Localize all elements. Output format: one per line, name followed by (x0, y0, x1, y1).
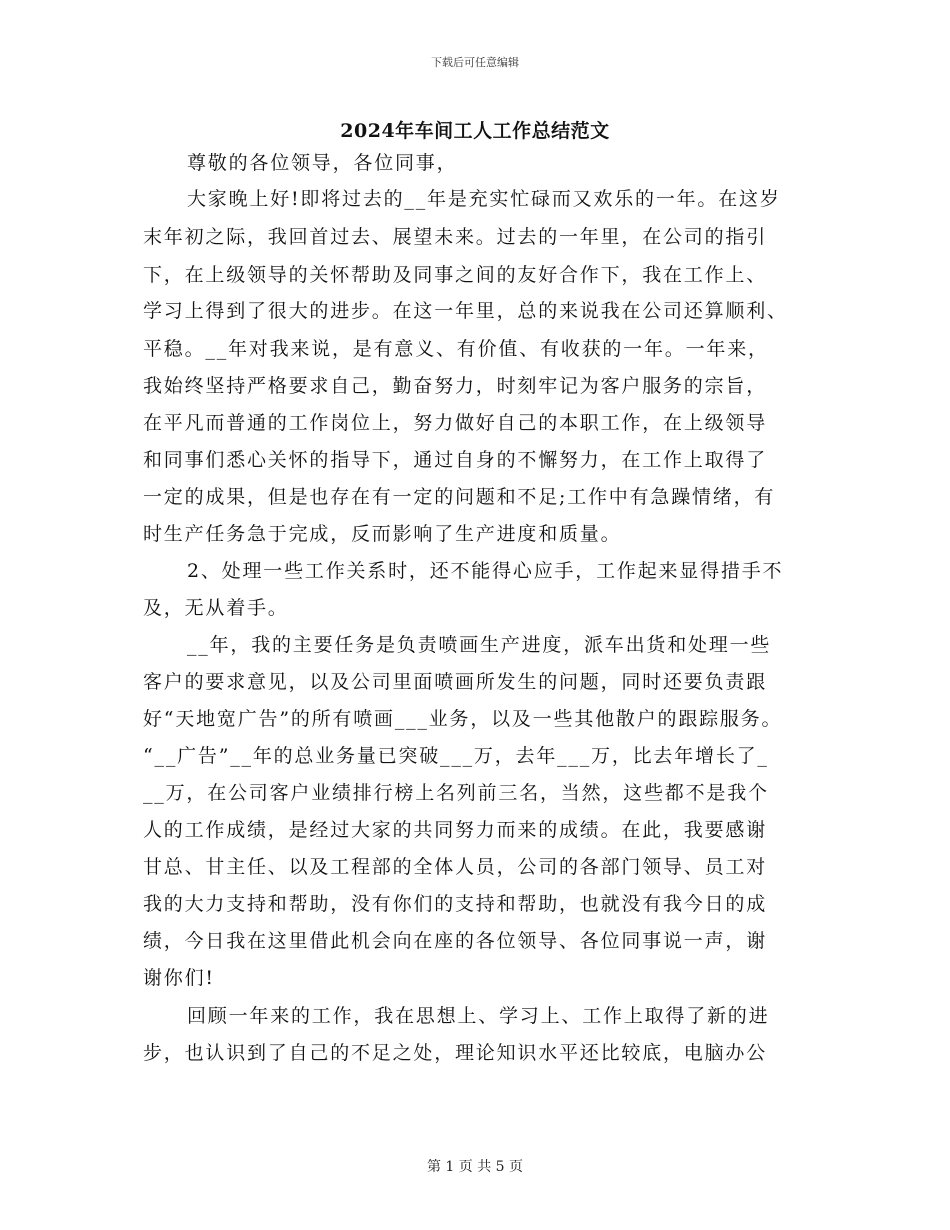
body-line: __年，我的主要任务是负责喷画生产进度，派车出货和处理一些 (187, 634, 772, 656)
header-note: 下载后可任意编辑 (431, 56, 519, 69)
body-line: __万，在公司客户业绩排行榜上名列前三名，当然，这些都不是我个 (143, 782, 769, 804)
body-line: 学习上得到了很大的进步。在这一年里，总的来说我在公司还算顺利、 (143, 300, 788, 322)
body-line: 客户的要求意见，以及公司里面喷画所发生的问题，同时还要负责跟 (143, 671, 768, 693)
body-line: 我的大力支持和帮助，没有你们的支持和帮助，也就没有我今日的成 (143, 893, 768, 915)
body-line: 和同事们悉心关怀的指导下，通过自身的不懈努力，在工作上取得了 (143, 449, 768, 471)
body-line: 及，无从着手。 (143, 597, 289, 619)
body-line: 甘总、甘主任、以及工程部的全体人员，公司的各部门领导、员工对 (143, 856, 768, 878)
body-line: 平稳。__年对我来说，是有意义、有价值、有收获的一年。一年来， (143, 338, 769, 360)
body-line: 在平凡而普通的工作岗位上，努力做好自己的本职工作，在上级领导 (143, 412, 768, 434)
body-line: 回顾一年来的工作，我在思想上、学习上、工作上取得了新的进 (187, 1005, 770, 1027)
body-line: 谢你们! (143, 967, 215, 989)
body-line: 2、处理一些工作关系时，还不能得心应手，工作起来显得措手不 (187, 560, 784, 582)
body-line: 好“天地宽广告”的所有喷画___业务，以及一些其他散户的跟踪服务。 (143, 708, 783, 730)
body-line: 尊敬的各位领导，各位同事， (187, 152, 458, 174)
document-title: 2024年车间工人工作总结范文 (340, 120, 610, 142)
body-line: 下，在上级领导的关怀帮助及同事之间的友好合作下，我在工作上、 (143, 264, 768, 286)
body-line: 我始终坚持严格要求自己，勤奋努力，时刻牢记为客户服务的宗旨， (143, 375, 768, 397)
body-line: 一定的成果，但是也存在有一定的问题和不足;工作中有急躁情绪，有 (143, 486, 776, 508)
body-line: 人的工作成绩，是经过大家的共同努力而来的成绩。在此，我要感谢 (143, 819, 768, 841)
body-line: “__广告”__年的总业务量已突破___万，去年___万，比去年增长了_ (143, 745, 769, 767)
page-number-footer: 第 1 页 共 5 页 (426, 1159, 524, 1175)
body-line: 末年初之际，我回首过去、展望未来。过去的一年里，在公司的指引 (143, 226, 768, 248)
body-line: 步，也认识到了自己的不足之处，理论知识水平还比较底，电脑办公 (143, 1042, 768, 1064)
body-line: 大家晚上好!即将过去的__年是充实忙碌而又欢乐的一年。在这岁 (187, 188, 781, 210)
body-line: 绩，今日我在这里借此机会向在座的各位领导、各位同事说一声，谢 (143, 930, 768, 952)
body-line: 时生产任务急于完成，反而影响了生产进度和质量。 (143, 523, 622, 545)
